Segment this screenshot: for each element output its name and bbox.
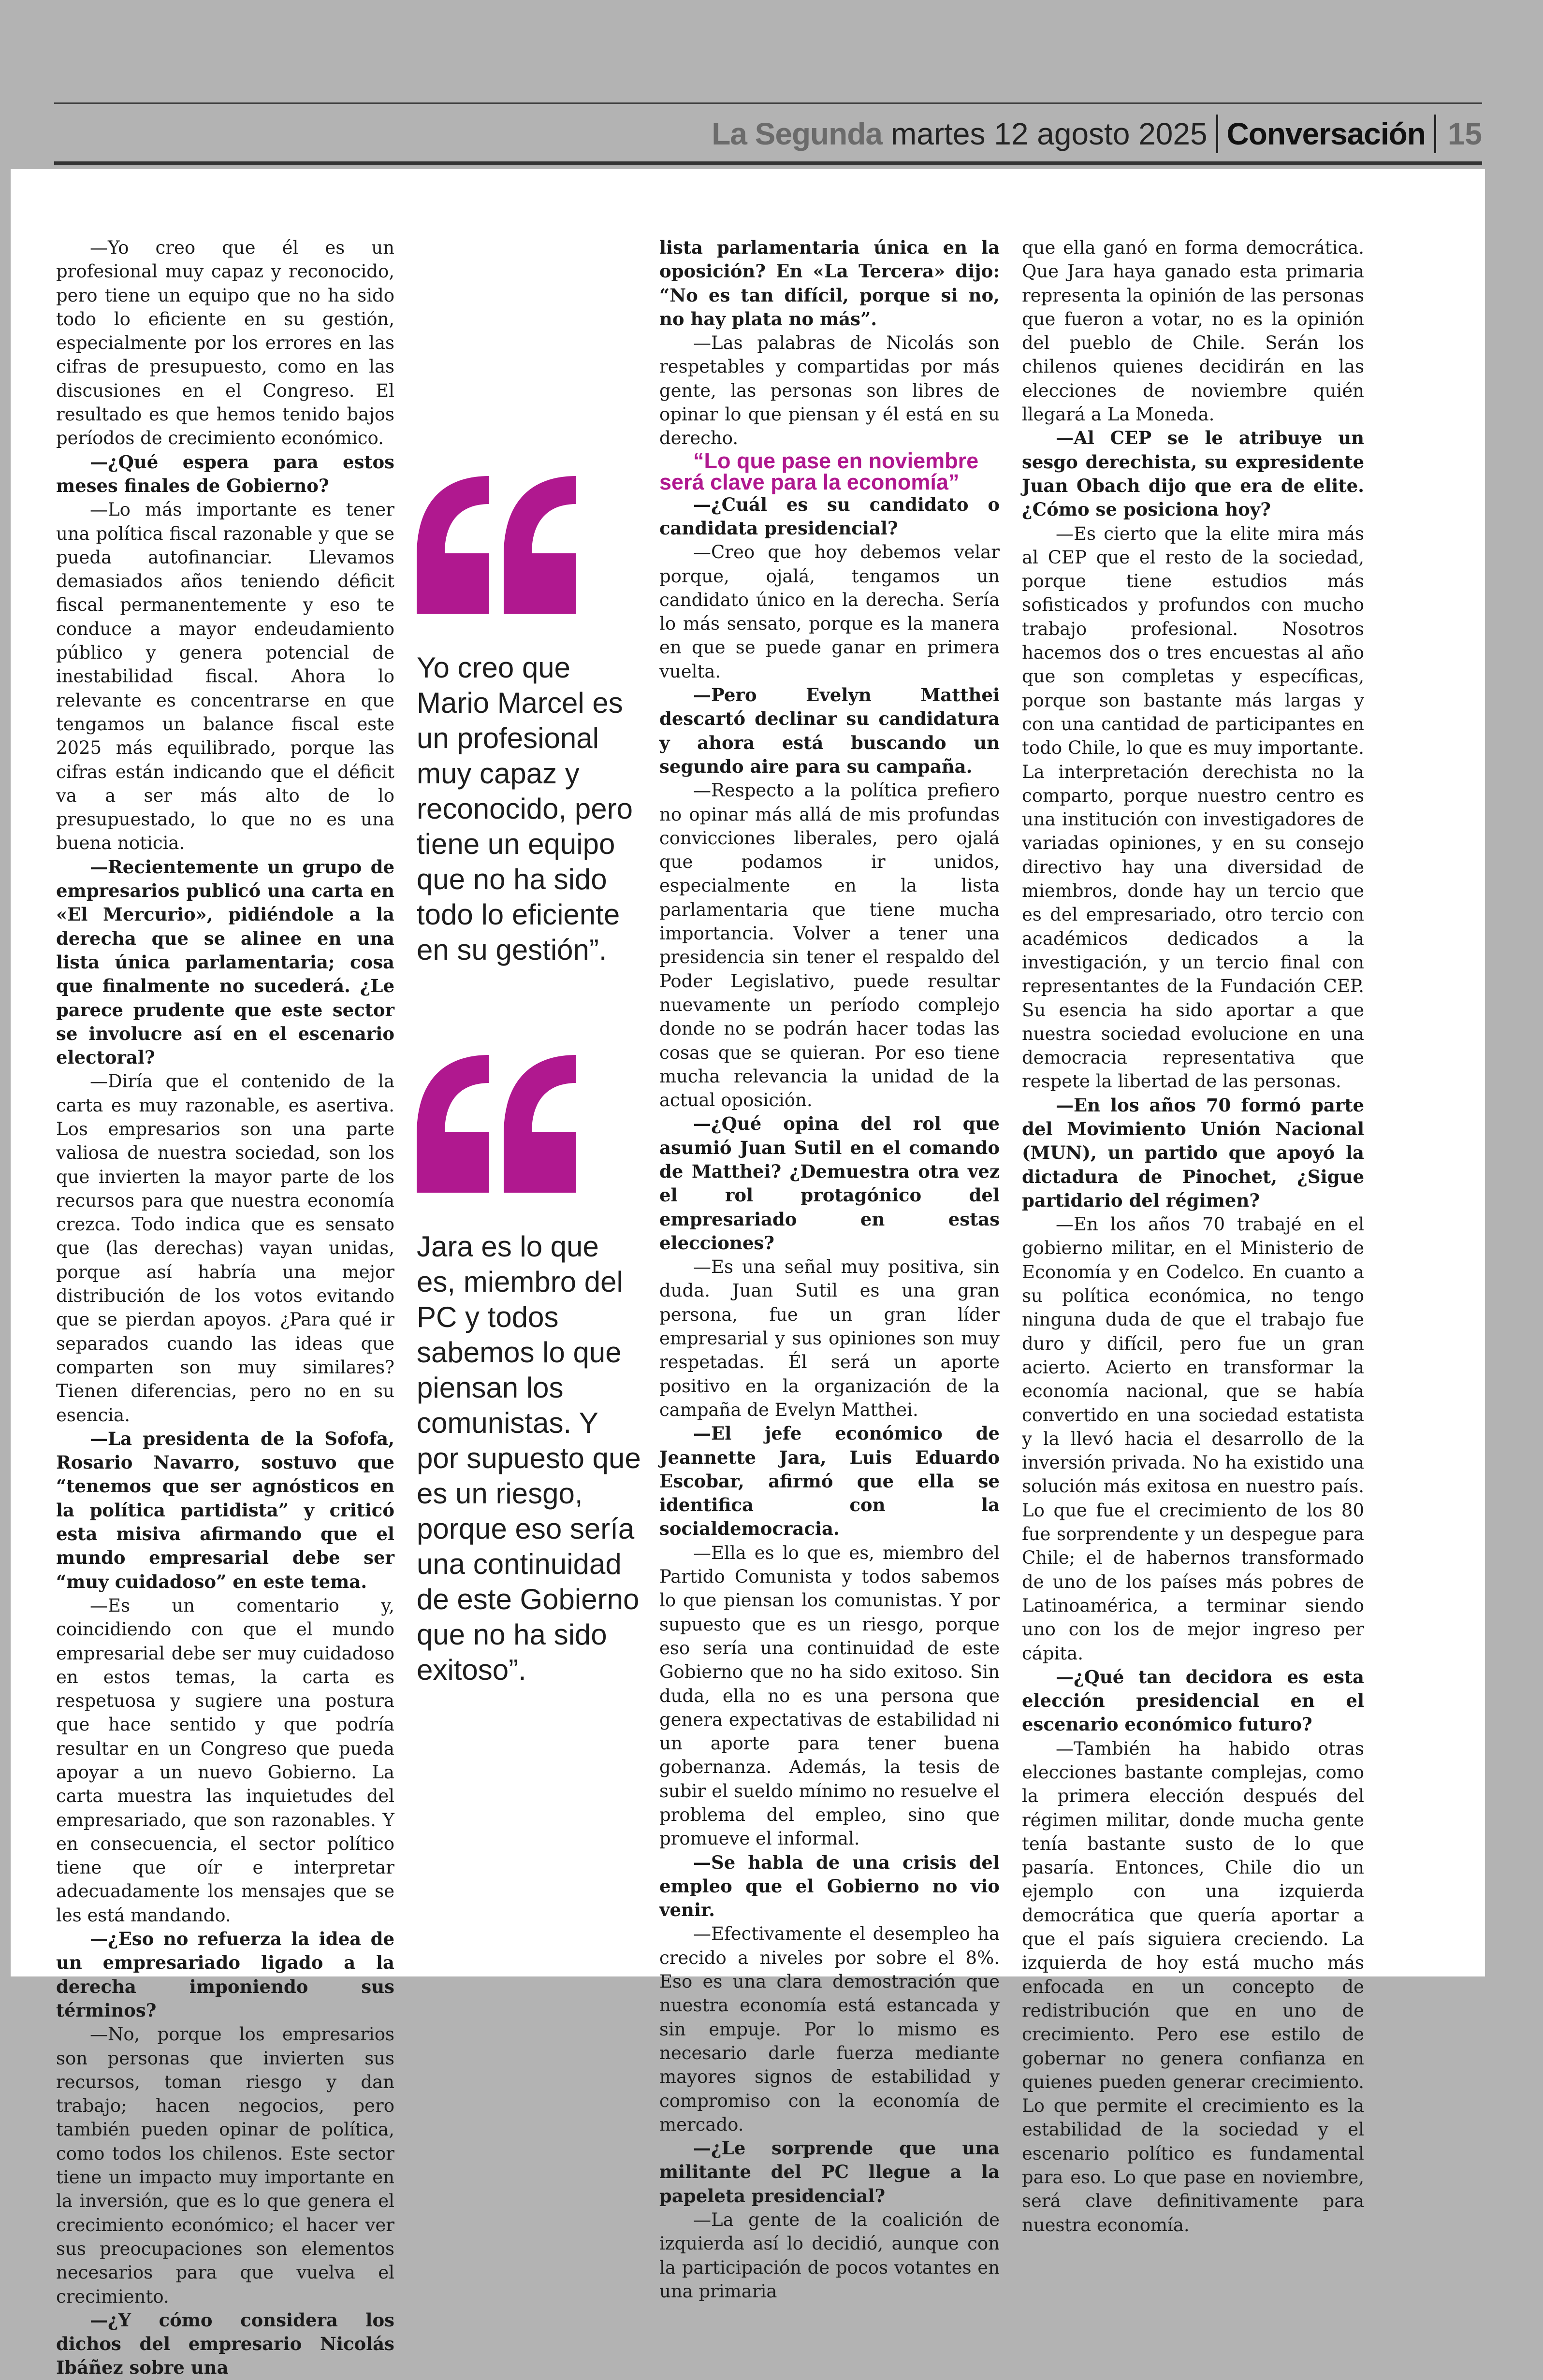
- newspaper-brand: La Segunda: [712, 116, 882, 151]
- interview-answer: —Creo que hoy debemos velar porque, ojalá, tengamos un candidato único en la derecha. Sería lo más sensato, porque es la manera en que se puede ganar en primera vuelta.: [659, 542, 1000, 682]
- interview-question: —La presidenta de la Sofofa, Rosario Navarro, sostuvo que “tenemos que ser agnósticos en la política partidista” y criticó esta misiva afirmando que el mundo empresarial debe ser “muy cuidadoso” en este tema.: [56, 1428, 394, 1592]
- interview-question: —¿Le sorprende que una militante del PC llegue a la papeleta presidencial?: [659, 2137, 1000, 2207]
- interview-question: lista parlamentaria única en la oposición? En «La Tercera» dijo: “No es tan difícil, porque si no, no hay plata no más”.: [659, 237, 1000, 330]
- header-divider: [1434, 115, 1436, 153]
- section-subheading: “Lo que pase en noviembre será clave para la economía”: [659, 448, 979, 494]
- interview-answer: —También ha habido otras elecciones bastante complejas, como la primera elección después del régimen militar, donde mucha gente tenía bastante susto de lo que pasaría. Entonces, Chile dio un ejemplo con una izquierda democrática que quería aportar a que el país siguiera creciendo. La izquierda de hoy está mucho más enfocada en un concepto de redistribución que en uno de crecimiento. Pero ese estilo de gobernar no genera confianza en quienes pueden generar crecimiento. Lo que permite el crecimiento es la estabilidad de la sociedad y el escenario político es fundamental para eso. Lo que pase en noviembre, será clave definitivamente para nuestra economía.: [1022, 1738, 1364, 2236]
- interview-question: —¿Cuál es su candidato o candidata presidencial?: [659, 493, 1000, 539]
- interview-question: —Al CEP se le atribuye un sesgo derechista, su expresidente Juan Obach dijo que era de elite. ¿Cómo se posiciona hoy?: [1022, 427, 1364, 520]
- interview-answer: —Yo creo que él es un profesional muy capaz y reconocido, pero tiene un equipo que no ha sido todo lo eficiente en su gestión, especialmente por los errores en las cifras de presupuesto, como en las discusiones en el Congreso. El resultado es que hemos tenido bajos períodos de crecimiento económico.: [56, 237, 394, 449]
- interview-question: —¿Qué espera para estos meses finales de Gobierno?: [56, 451, 394, 496]
- issue-date: martes 12 agosto 2025: [890, 116, 1208, 151]
- section-name: Conversación: [1226, 116, 1426, 151]
- interview-answer: —Lo más importante es tener una política fiscal razonable y que se pueda autofinanciar. Llevamos demasiados años teniendo déficit fiscal permanentemente y eso te conduce a mayor endeudamiento público y genera potencial de inestabilidad fiscal. Ahora lo relevante es concentrarse en que tengamos un balance fiscal este 2025 más equilibrado, porque las cifras están indicando que el déficit va a ser más alto de lo presupuestado, lo que no es una buena noticia.: [56, 499, 394, 854]
- article-column-3: [1022, 236, 1364, 2237]
- interview-question: —Pero Evelyn Matthei descartó declinar su candidatura y ahora está buscando un segundo aire para su campaña.: [659, 684, 1000, 777]
- page-header: [54, 105, 1482, 162]
- interview-answer: que ella ganó en forma democrática. Que Jara haya ganado esta primaria representa la opinión de las personas que fueron a votar, no es la opinión del pueblo de Chile. Serán los chilenos quienes decidirán en las elecciones de noviembre quién llegará a La Moneda.: [1022, 237, 1364, 425]
- header-divider: [1216, 115, 1218, 153]
- interview-question: —¿Eso no refuerza la idea de un empresariado ligado a la derecha imponiendo sus términos?: [56, 1928, 394, 2021]
- quote-mark-icon: [417, 476, 576, 616]
- interview-answer: —Efectivamente el desempleo ha crecido a niveles por sobre el 8%. Eso es una clara demostración que nuestra economía está estancada y sin empuje. Por lo mismo es necesario darle fuerza mediante mayores signos de estabilidad y compromiso con la economía de mercado.: [659, 1923, 1000, 2135]
- pullquote-1: Yo creo que Mario Marcel es un profesional muy capaz y reconocido, pero tiene un equipo que no ha sido todo lo eficiente en su gestión”.: [417, 651, 633, 966]
- interview-question: —¿Qué tan decidora es esta elección presidencial en el escenario económico futuro?: [1022, 1666, 1364, 1735]
- interview-answer: —Ella es lo que es, miembro del Partido Comunista y todos sabemos lo que piensan los comunistas. Y por supuesto que es un riesgo, porque eso sería una continuidad de este Gobierno que no ha sido exitoso. Sin duda, ella no es una persona que genera expectativas de estabilidad ni un aporte para tener buena gobernanza. Además, la tesis de subir el sueldo mínimo no resuelve el problema del empleo, sino que promueve el informal.: [659, 1542, 1000, 1849]
- quote-mark-icon: [417, 1055, 576, 1195]
- interview-question: —El jefe económico de Jeannette Jara, Luis Eduardo Escobar, afirmó que ella se identifica con la socialdemocracia.: [659, 1423, 1000, 1540]
- interview-answer: —No, porque los empresarios son personas que invierten sus recursos, toman riesgo y dan trabajo; hacen negocios, pero también pueden opinar de política, como todos los chilenos. Este sector tiene un impacto muy importante en la inversión, que es lo que genera el crecimiento económico; el hacer ver sus preocupaciones son elementos necesarios para que vuelva el crecimiento.: [56, 2024, 394, 2307]
- interview-answer: —Es una señal muy positiva, sin duda. Juan Sutil es una gran persona, fue un gran líder empresarial y sus opiniones son muy respetadas. Él será un aporte positivo en la organización de la campaña de Evelyn Matthei.: [659, 1256, 1000, 1420]
- interview-question: —¿Qué opina del rol que asumió Juan Sutil en el comando de Matthei? ¿Demuestra otra vez el rol protagónico del empresariado en estas elecciones?: [659, 1113, 1000, 1254]
- interview-answer: —En los años 70 trabajé en el gobierno militar, en el Ministerio de Economía y en Codelco. En cuanto a su política económica, no tengo ninguna duda de que el trabajo fue duro y difícil, pero fue un gran acierto. Acierto en transformar la economía nacional, que se había convertido en una sociedad estatista y la llevó hacia el desarrollo de la inversión privada. No ha existido una solución más exitosa en nuestro país. Lo que fue el crecimiento de los 80 fue sorprendente y un despegue para Chile; el de habernos transformado de uno de los países más pobres de Latinoamérica, a terminar siendo uno con los de mejor ingreso per cápita.: [1022, 1214, 1364, 1664]
- interview-answer: —Las palabras de Nicolás son respetables y compartidas por más gente, las personas son libres de opinar lo que piensan y él está en su derecho.: [659, 332, 1000, 449]
- interview-question: —¿Y cómo considera los dichos del empresario Nicolás Ibáñez sobre una: [56, 2309, 394, 2379]
- interview-question: —Recientemente un grupo de empresarios publicó una carta en «El Mercurio», pidiéndole a la derecha que se alinee en una lista única parlamentaria; cosa que finalmente no sucederá. ¿Le parece prudente que este sector se involucre así en el escenario electoral?: [56, 856, 394, 1068]
- header-bottom-rule: [54, 161, 1482, 165]
- header-top-rule: [54, 102, 1482, 104]
- interview-question: —Se habla de una crisis del empleo que el Gobierno no vio venir.: [659, 1851, 1000, 1921]
- pullquote-2: Jara es lo que es, miembro del PC y todos sabemos lo que piensan los comunistas. Y por supuesto que es un riesgo, porque eso sería una continuidad de este Gobierno que no ha sido exitoso”.: [417, 1230, 641, 1686]
- interview-question: —En los años 70 formó parte del Movimiento Unión Nacional (MUN), un partido que apoyó la dictadura de Pinochet, ¿Sigue partidario del régimen?: [1022, 1094, 1364, 1211]
- interview-answer: —Respecto a la política prefiero no opinar más allá de mis profundas convicciones liberales, pero ojalá que podamos ir unidos, especialmente en la lista parlamentaria que tiene mucha importancia. Volver a tener una presidencia sin tener el respaldo del Poder Legislativo, puede resultar nuevamente un período complejo donde no se podrán hacer todas las cosas que se quieran. Por eso tiene mucha relevancia la unidad de la actual oposición.: [659, 780, 1000, 1111]
- interview-answer: —Es un comentario y, coincidiendo con que el mundo empresarial debe ser muy cuidadoso en estos temas, la carta es respetuosa y sugiere una postura que hace sentido y que podría resultar en un Congreso que pueda apoyar a un nuevo Gobierno. La carta muestra las inquietudes del empresariado, que son razonables. Y en consecuencia, el sector político tiene que oír e interpretar adecuadamente los mensajes que se les está mandando.: [56, 1595, 394, 1926]
- article-column-2: [659, 236, 1000, 2303]
- interview-answer: —La gente de la coalición de izquierda así lo decidió, aunque con la participación de pocos votantes en una primaria: [659, 2209, 1000, 2302]
- article-column-1: [56, 236, 394, 2380]
- interview-answer: —Es cierto que la elite mira más al CEP que el resto de la sociedad, porque tiene estudios más sofisticados y profundos con mucho trabajo profesional. Nosotros hacemos dos o tres encuestas al año que son completas y específicas, porque son bastante más largas y con una cantidad de participantes en todo Chile, lo que es muy importante. La interpretación derechista no la comparto, porque nuestro centro es una institución con investigadores de variadas opiniones, y en su consejo directivo hay una diversidad de miembros, donde hay un tercio que es del empresariado, otro tercio con académicos dedicados a la investigación, y un tercio final con representantes de la Fundación CEP. Su esencia ha sido aportar a que nuestra sociedad evolucione en una democracia representativa que respete la libertad de las personas.: [1022, 523, 1364, 1092]
- page-number: 15: [1447, 116, 1482, 151]
- interview-answer: —Diría que el contenido de la carta es muy razonable, es asertiva. Los empresarios son una parte valiosa de nuestra sociedad, son los que invierten la mayor parte de los recursos para que nuestra economía crezca. Todo indica que es sensato que (las derechas) vayan unidas, porque así habría una mejor distribución de los votos evitando que se pierdan apoyos. ¿Para qué ir separados cuando las ideas que comparten son muy similares? Tienen diferencias, pero no en su esencia.: [56, 1071, 394, 1426]
